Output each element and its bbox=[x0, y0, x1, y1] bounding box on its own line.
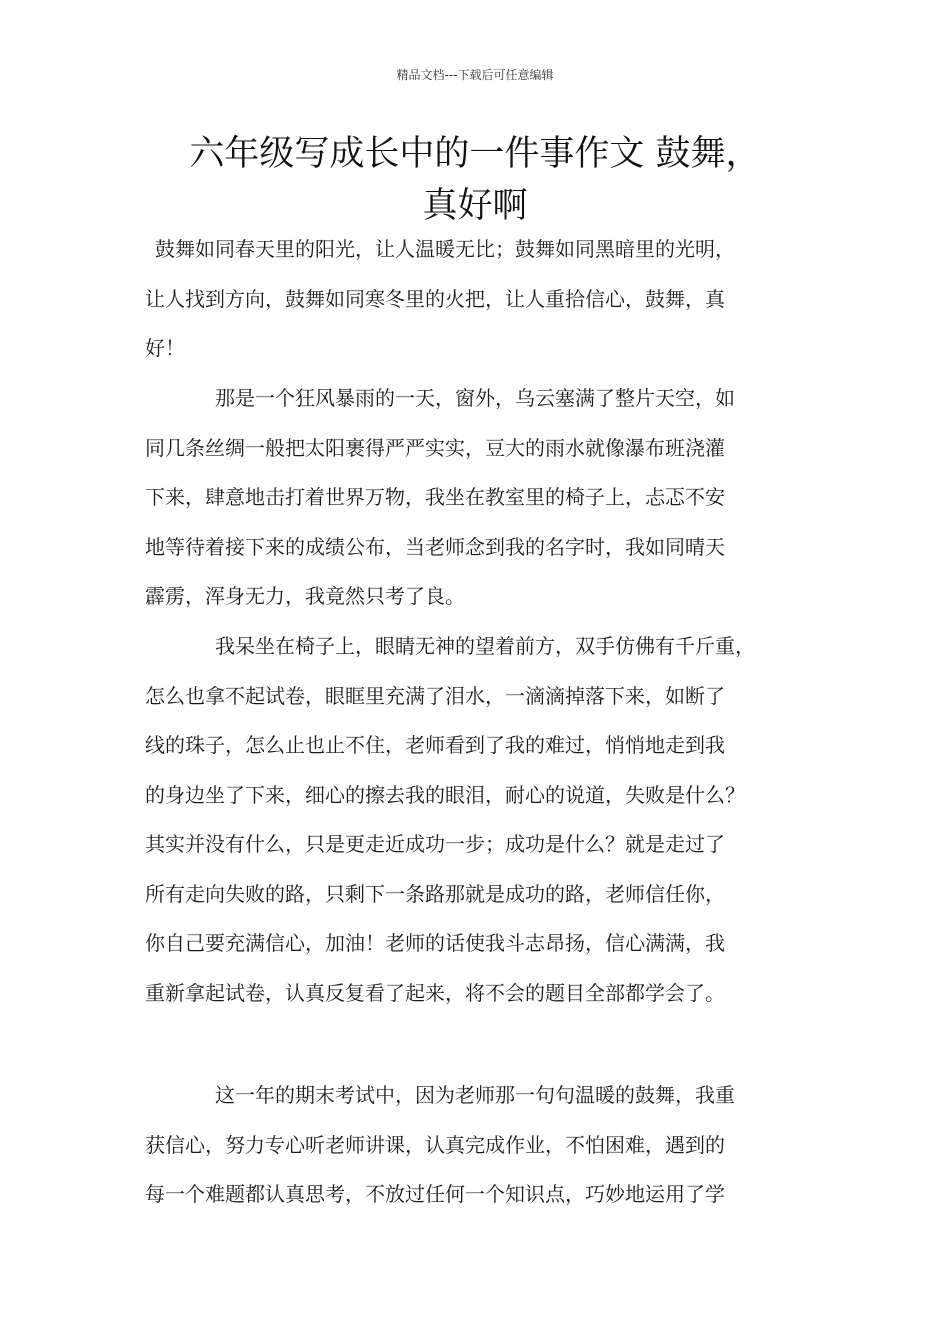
paragraph-line: 那是一个狂风暴雨的一天，窗外，乌云塞满了整片天空，如 bbox=[215, 386, 735, 410]
header-note: 精品文档---下载后可任意编辑 bbox=[396, 68, 554, 82]
paragraph-line: 怎么也拿不起试卷，眼眶里充满了泪水，一滴滴掉落下来，如断了 bbox=[145, 683, 725, 708]
paragraph-line: 地等待着接下来的成绩公布，当老师念到我的名字时，我如同晴天 bbox=[145, 534, 725, 559]
paragraph-intro bbox=[145, 225, 830, 374]
paragraph-line: 这一年的期末考试中，因为老师那一句句温暖的鼓舞，我重 bbox=[215, 1083, 735, 1107]
paragraph-line: 线的珠子，怎么止也止不住，老师看到了我的难过，悄悄地走到我 bbox=[145, 733, 725, 757]
paragraph-line: 的身边坐了下来，细心的擦去我的眼泪，耐心的说道，失败是什么？ bbox=[145, 782, 745, 807]
paragraph-line: 下来，肆意地击打着世界万物，我坐在教室里的椅子上，忐忑不安 bbox=[145, 485, 725, 509]
title-line: 六年级写成长中的一件事作文 鼓舞， bbox=[189, 134, 761, 174]
paragraph-line: 霹雳，浑身无力，我竟然只考了良。 bbox=[145, 584, 465, 608]
paragraph-line: 同几条丝绸一般把太阳裹得严严实实，豆大的雨水就像瀑布班浇灌 bbox=[145, 435, 725, 460]
paragraph-line: 其实并没有什么，只是更走近成功一步；成功是什么？就是走过了 bbox=[145, 832, 725, 856]
paragraph-line: 重新拿起试卷，认真反复看了起来，将不会的题目全部都学会了。 bbox=[145, 980, 725, 1005]
paragraph-line: 鼓舞如同春天里的阳光，让人温暖无比；鼓舞如同黑暗里的光明， bbox=[155, 237, 735, 261]
paragraph-line: 好！ bbox=[145, 336, 185, 360]
paragraph-exam bbox=[145, 1071, 830, 1220]
paragraph-storm bbox=[145, 374, 830, 622]
paragraph-line: 我呆坐在椅子上，眼睛无神的望着前方，双手仿佛有千斤重， bbox=[215, 634, 755, 658]
paragraph-line: 让人找到方向，鼓舞如同寒冬里的火把，让人重拾信心，鼓舞，真 bbox=[145, 286, 725, 311]
paragraph-line: 你自己要充满信心，加油！老师的话使我斗志昂扬，信心满满，我 bbox=[145, 931, 725, 955]
paragraph-teacher bbox=[145, 622, 830, 1018]
paragraph-line: 所有走向失败的路，只剩下一条路那就是成功的路，老师信任你， bbox=[145, 881, 725, 906]
paragraph-line: 获信心，努力专心听老师讲课，认真完成作业，不怕困难，遇到的 bbox=[145, 1132, 725, 1157]
paragraph-line: 每一个难题都认真思考，不放过任何一个知识点，巧妙地运用了学 bbox=[145, 1182, 725, 1206]
document-title bbox=[110, 128, 840, 232]
title-line: 真好啊 bbox=[422, 186, 528, 226]
